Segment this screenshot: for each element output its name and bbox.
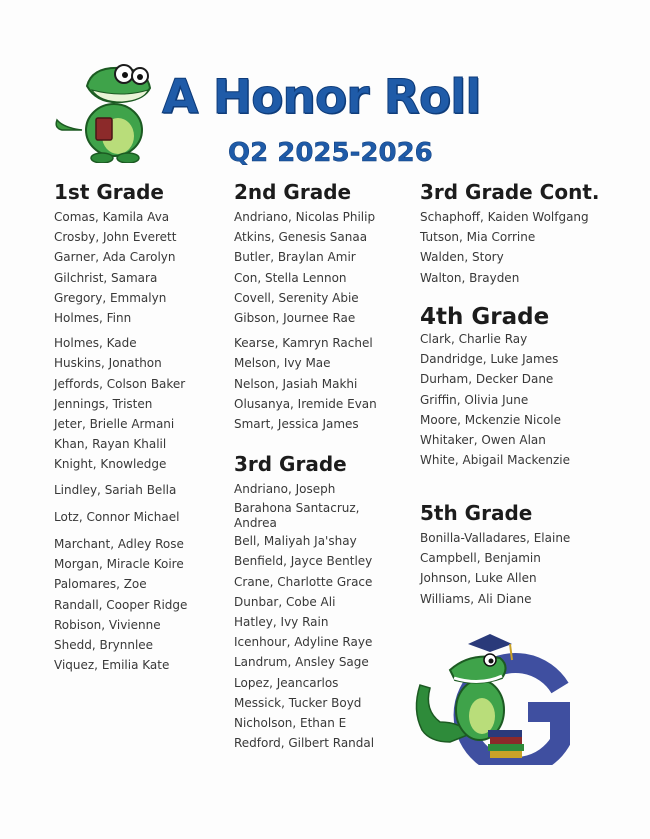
third-grade-cont-list [420, 207, 600, 288]
second-grade-heading: 2nd Grade [234, 180, 352, 204]
student-name: Morgan, Miracle Koire [54, 557, 184, 572]
student-name: Williams, Ali Diane [420, 591, 532, 606]
third-grade-list [234, 479, 374, 753]
gator-mascot-icon [52, 58, 162, 163]
student-name: Jeffords, Colson Baker [54, 376, 186, 391]
gator-g-logo-icon [410, 630, 585, 765]
student-name: Melson, Ivy Mae [234, 356, 331, 371]
student-name: Bonilla-Valladares, Elaine [420, 531, 571, 545]
student-name: Andriano, Nicolas Philip [234, 210, 376, 224]
student-name: Viquez, Emilia Kate [54, 658, 170, 673]
student-name: Knight, Knowledge [54, 457, 167, 472]
student-name: Gregory, Emmalyn [54, 290, 167, 305]
student-name: Marchant, Adley Rose [54, 537, 184, 552]
student-name: Walden, Story [420, 250, 504, 265]
student-name: Crosby, John Everett [54, 230, 177, 245]
student-name: Dunbar, Cobe Ali [234, 594, 336, 609]
fifth-grade-list [420, 528, 570, 609]
student-name: White, Abigail Mackenzie [420, 453, 570, 468]
student-name: Tutson, Mia Corrine [420, 230, 536, 245]
student-name: Barahona Santacruz, Andrea [234, 501, 360, 531]
student-name: Butler, Braylan Amir [234, 250, 356, 265]
student-name: Nelson, Jasiah Makhi [234, 376, 358, 391]
student-name: Gibson, Journee Rae [234, 311, 356, 326]
student-name: Johnson, Luke Allen [420, 571, 537, 586]
student-name: Holmes, Finn [54, 311, 132, 326]
student-name: Whitaker, Owen Alan [420, 433, 546, 448]
student-name: Smart, Jessica James [234, 417, 359, 432]
student-name: Dandridge, Luke James [420, 352, 559, 367]
first-grade-list [54, 207, 187, 675]
fourth-grade-list [420, 329, 570, 470]
student-name: Messick, Tucker Boyd [234, 695, 362, 710]
student-name: Gilchrist, Samara [54, 270, 158, 285]
student-name: Clark, Charlie Ray [420, 332, 528, 346]
student-name: Jennings, Tristen [54, 396, 153, 411]
third-grade-cont-section [420, 180, 600, 288]
first-grade-section [54, 180, 187, 675]
student-name: Olusanya, Iremide Evan [234, 396, 377, 411]
student-name: Redford, Gilbert Randal [234, 736, 375, 751]
first-grade-heading: 1st Grade [54, 180, 164, 204]
student-name: Durham, Decker Dane [420, 372, 554, 387]
student-name: Shedd, Brynnlee [54, 638, 154, 653]
student-name: Schaphoff, Kaiden Wolfgang [420, 210, 589, 224]
student-name: Hatley, Ivy Rain [234, 615, 329, 630]
fourth-grade-heading: 4th Grade [420, 304, 550, 330]
student-name: Nicholson, Ethan E [234, 716, 347, 731]
fifth-grade-section [420, 501, 570, 609]
student-name: Covell, Serenity Abie [234, 290, 359, 305]
third-grade-section [234, 452, 374, 753]
fourth-grade-section [420, 305, 570, 470]
student-name: Griffin, Olivia June [420, 392, 529, 407]
student-name: Andriano, Joseph [234, 482, 336, 496]
student-name: Landrum, Ansley Sage [234, 655, 369, 670]
second-grade-section [234, 180, 377, 434]
page-title: A Honor Roll [162, 70, 481, 125]
student-name: Kearse, Kamryn Rachel [234, 336, 373, 351]
student-name: Moore, Mckenzie Nicole [420, 412, 561, 427]
student-name: Icenhour, Adyline Raye [234, 635, 373, 650]
student-name: Con, Stella Lennon [234, 270, 347, 285]
student-name: Jeter, Brielle Armani [54, 417, 175, 432]
student-name: Palomares, Zoe [54, 577, 147, 592]
student-name: Garner, Ada Carolyn [54, 250, 176, 265]
third-grade-heading: 3rd Grade [234, 452, 347, 476]
fifth-grade-heading: 5th Grade [420, 501, 533, 525]
student-name: Lindley, Sariah Bella [54, 482, 177, 497]
student-name: Khan, Rayan Khalil [54, 437, 167, 452]
student-name: Atkins, Genesis Sanaa [234, 230, 368, 245]
student-name: Huskins, Jonathon [54, 356, 162, 371]
student-name: Campbell, Benjamin [420, 551, 541, 566]
student-name: Holmes, Kade [54, 336, 137, 351]
page-subtitle: Q2 2025-2026 [228, 138, 433, 168]
third-grade-cont-heading: 3rd Grade Cont. [420, 180, 600, 204]
student-name: Benfield, Jayce Bentley [234, 554, 373, 569]
student-name: Crane, Charlotte Grace [234, 574, 373, 589]
student-name: Robison, Vivienne [54, 617, 161, 632]
second-grade-list [234, 207, 377, 434]
student-name: Lotz, Connor Michael [54, 509, 180, 524]
student-name: Randall, Cooper Ridge [54, 597, 188, 612]
student-name: Lopez, Jeancarlos [234, 675, 339, 690]
student-name: Bell, Maliyah Ja'shay [234, 534, 357, 549]
student-name: Walton, Brayden [420, 270, 520, 285]
student-name: Comas, Kamila Ava [54, 210, 170, 224]
